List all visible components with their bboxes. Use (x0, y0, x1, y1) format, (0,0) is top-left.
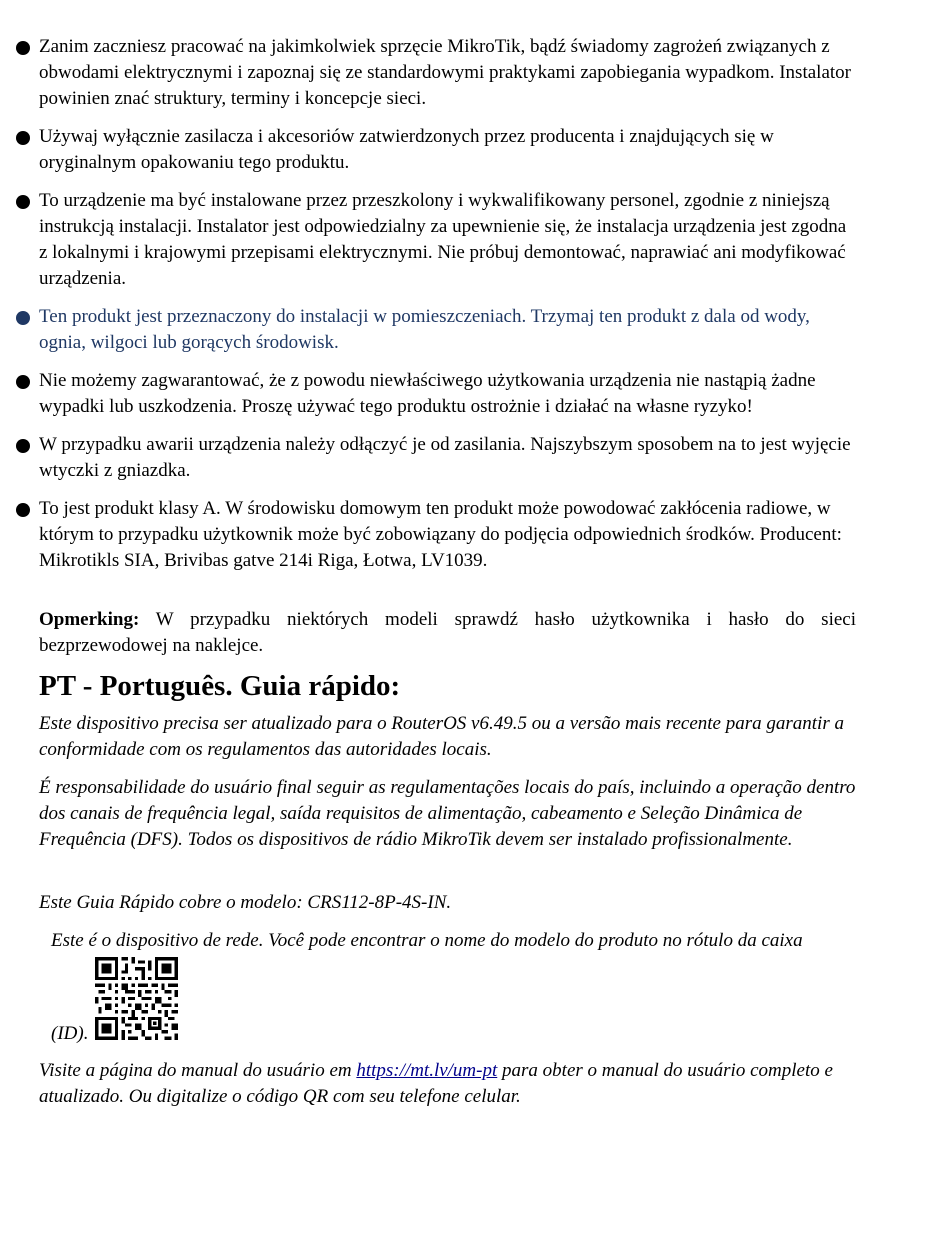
qr-code (95, 957, 178, 1040)
password-note (39, 607, 856, 659)
bullet-dot-icon (16, 311, 30, 325)
bullet-dot-icon (16, 195, 30, 209)
safety-bullet (0, 368, 856, 420)
bullet-dot-icon (16, 131, 30, 145)
safety-bullet (0, 304, 856, 356)
regulations-paragraph: É responsabilidade do usuário final seguir as regulamentações locais do país, incluindo a operação dentro dos canais de frequência legal, saída requisitos de alimentação, cabeamento e Seleção Dinâmica de Frequência (DFS). Todos os dispositivos de rádio MikroTik devem ser instalado profissionalmente. (39, 777, 856, 850)
bullet-dot-icon (16, 41, 30, 55)
bullet-dot-icon (16, 375, 30, 389)
safety-bullet-text: Ten produkt jest przeznaczony do instalacji w pomieszczeniach. Trzymaj ten produkt z dala od wody, ognia, wilgoci lub gorących środowisk. (39, 306, 810, 353)
safety-bullet-text: To jest produkt klasy A. W środowisku domowym ten produkt może powodować zakłócenia radiowe, w którym to przypadku użytkownik może być zobowiązany do podjęcia odpowiednich środków. Producent: Mikrotikls SIA, Brivibas gatve 214i Riga, Łotwa, LV1039. (39, 498, 842, 571)
safety-bullet (0, 432, 856, 484)
section-heading: PT - Português. Guia rápido: (39, 670, 401, 702)
id-suffix: (ID). (51, 1023, 89, 1044)
bullet-dot-icon (16, 439, 30, 453)
safety-bullet-text: Nie możemy zagwarantować, że z powodu niewłaściwego użytkowania urządzenia nie nastąpią żadne wypadki lub uszkodzenia. Proszę używać tego produktu ostrożnie i działać na własne ryzyko! (39, 370, 816, 417)
note-text: W przypadku niektórych modeli sprawdź hasło użytkownika i hasło do sieci bezprzewodowej na naklejce. (39, 609, 856, 656)
bullet-dot-icon (16, 503, 30, 517)
qr-code-icon (95, 957, 178, 1040)
safety-bullet-text: Zanim zaczniesz pracować na jakimkolwiek sprzęcie MikroTik, bądź świadomy zagrożeń związanych z obwodami elektrycznymi i zapoznaj się ze standardowymi praktykami zapobiegania wypadkom. Instalator powinien znać struktury, terminy i koncepcje sieci. (39, 36, 851, 109)
model-paragraph: Este Guia Rápido cobre o modelo: CRS112-8P-4S-IN. (39, 892, 452, 913)
safety-bullet (0, 188, 856, 292)
device-label-paragraph: Este é o dispositivo de rede. Você pode encontrar o nome do modelo do produto no rótulo da caixa (51, 930, 803, 951)
safety-bullet (0, 496, 856, 574)
manual-link-paragraph (39, 1058, 859, 1110)
routeros-update-paragraph: Este dispositivo precisa ser atualizado para o RouterOS v6.49.5 ou a versão mais recente para garantir a conformidade com os regulamentos das autoridades locais. (39, 713, 844, 760)
safety-instructions-list (0, 34, 950, 586)
safety-bullet-text: Używaj wyłącznie zasilacza i akcesoriów zatwierdzonych przez producenta i znajdujących się w oryginalnym opakowaniu tego produktu. (39, 126, 774, 173)
safety-bullet (0, 124, 856, 176)
manual-text-after: para obter o manual do usuário completo e atualizado. Ou digitalize o código QR com seu telefone celular. (39, 1060, 833, 1107)
safety-bullet (0, 34, 856, 112)
manual-text-before: Visite a página do manual do usuário em (39, 1060, 357, 1081)
safety-bullet-text: To urządzenie ma być instalowane przez przeszkolony i wykwalifikowany personel, zgodnie z niniejszą instrukcją instalacji. Instalator jest odpowiedzialny za upewnienie się, że instalacja urządzenia jest zgodna z lokalnymi i krajowymi przepisami elektrycznymi. Nie próbuj demontować, naprawiać ani modyfikować urządzenia. (39, 190, 847, 289)
safety-bullet-text: W przypadku awarii urządzenia należy odłączyć je od zasilania. Najszybszym sposobem na to jest wyjęcie wtyczki z gniazdka. (39, 434, 851, 481)
user-manual-link[interactable]: https://mt.lv/um-pt (356, 1060, 498, 1081)
note-label: Opmerking: (39, 609, 140, 630)
